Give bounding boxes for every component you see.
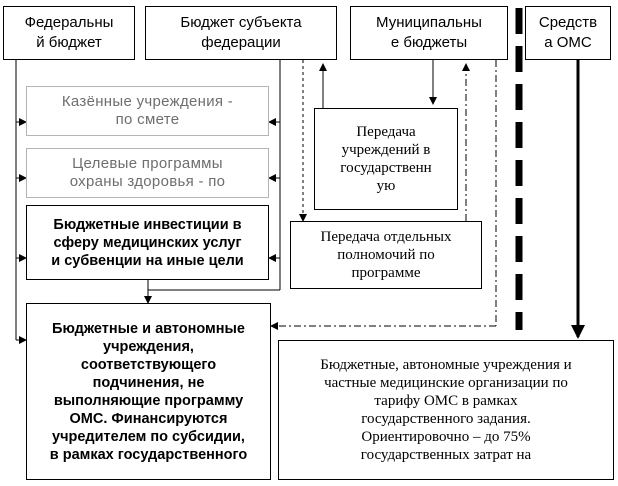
box-target-programs: Целевые программы охраны здоровья - по: [26, 148, 269, 198]
box-transfer-institutions: Передача учреждений в государственн ую: [314, 108, 458, 210]
box-state-institutions: Казённые учреждения - по смете: [26, 86, 269, 136]
transfer-institutions-arrows: [323, 60, 433, 108]
federal-flow-lines: [16, 60, 26, 340]
box-oms-institutions: Бюджетные, автономные учреждения и частные медицинские организации по тарифу ОМС в рамках государственного задания. Ориентировочно – до 75% государственных затрат на: [278, 340, 614, 480]
box-investments: Бюджетные инвестиции в сферу медицинских услуг и субвенции на иные цели: [26, 205, 269, 280]
header-federal-budget: Федеральны й бюджет: [3, 6, 135, 60]
header-municipal-budgets: Муниципальны е бюджеты: [350, 6, 508, 60]
box-budget-autonomous: Бюджетные и автономные учреждения, соответствующего подчинения, не выполняющие программу ОМС. Финансируются учредителем по субсидии, в рамках государственного: [26, 303, 271, 480]
header-subject-budget: Бюджет субъекта федерации: [145, 6, 337, 60]
header-oms-funds: Средств а ОМС: [525, 6, 611, 60]
box-transfer-powers: Передача отдельных полномочий по программе: [290, 221, 482, 289]
